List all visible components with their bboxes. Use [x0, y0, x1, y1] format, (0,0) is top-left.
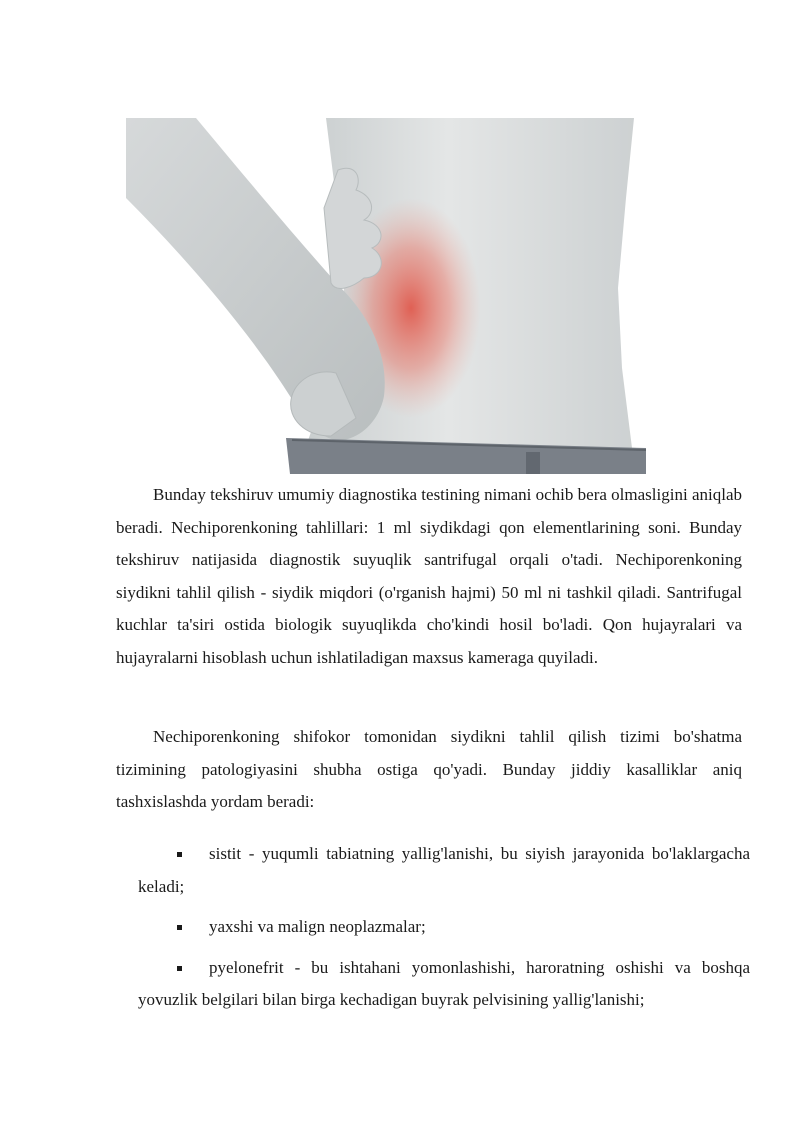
- paragraph-2: Nechiporenkoning shifokor tomonidan siydikni tahlil qilish tizimi bo'shatma tizimining patologiyasini shubha ostiga qo'yadi. Bunday jiddiy kasalliklar aniq tashxislashda yordam beradi:: [116, 727, 742, 811]
- list-item-text: pyelonefrit - bu ishtahani yomonlashishi, haroratning oshishi va boshqa yovuzlik belgilari bilan birga kechadigan buyrak pelvisining yallig'lanishi;: [138, 957, 750, 1009]
- bullet-square-icon: [177, 966, 182, 971]
- list-item: [138, 838, 750, 903]
- back-pain-photo: [126, 118, 648, 474]
- list-item: [138, 952, 750, 1017]
- disease-list: [138, 838, 750, 1025]
- bullet-square-icon: [177, 925, 182, 930]
- list-item-text: yaxshi va malign neoplazmalar;: [209, 917, 426, 936]
- paragraph-1: Bunday tekshiruv umumiy diagnostika testining nimani ochib bera olmasligini aniqlab beradi. Nechiporenkoning tahlillari: 1 ml siydikdagi qon elementlarining soni. Bunday tekshiruv natijasida diagnostik suyuqlik santrifugal orqali o'tadi. Nechiporenkoning siydikni tahlil qilish - siydik miqdori (o'rganish hajmi) 50 ml ni tashkil qiladi. Santrifugal kuchlar ta'siri ostida biologik suyuqlikda cho'kindi hosil bo'ladi. Qon hujayralari va hujayralarni hisoblash uchun ishlatiladigan maxsus kameraga quyiladi.: [116, 485, 742, 667]
- bullet-square-icon: [177, 852, 182, 857]
- list-item-text: sistit - yuqumli tabiatning yallig'lanishi, bu siyish jarayonida bo'laklargacha keladi;: [138, 844, 750, 896]
- list-item: [138, 911, 750, 944]
